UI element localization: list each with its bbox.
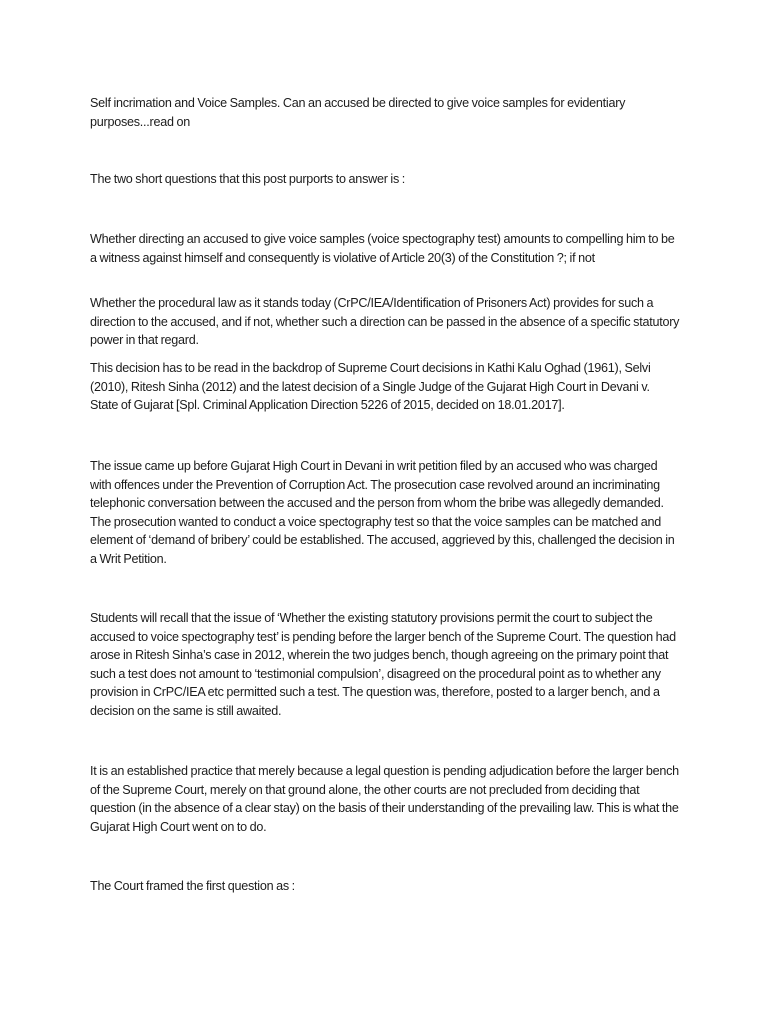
question-two-paragraph: Whether the procedural law as it stands today (CrPC/IEA/Identification of Prisoners Act) provides for such a direction to the accused, and if not, whether such a direction can be passed in the absence of a specific statutory power in that regard. <box>90 296 680 348</box>
practice-paragraph: It is an established practice that merely because a legal question is pending adjudication before the larger bench of the Supreme Court, merely on that ground alone, the other courts are not precluded from deciding that question (in the absence of a clear stay) on the basis of their understanding of the prevailing law. This is what the Gujarat High Court went on to do. <box>90 764 679 834</box>
larger-bench-paragraph: Students will recall that the issue of ‘Whether the existing statutory provisions permit the court to subject the accused to voice spectography test’ is pending before the larger bench of the Supreme Court. The question had arose in Ritesh Sinha’s case in 2012, wherein the two judges bench, though agreeing on the primary point that such a test does not amount to ‘testimonial compulsion’, disagreed on the procedural point as to whether any provision in CrPC/IEA etc permitted such a test. The question was, therefore, posted to a larger bench, and a decision on the same is still awaited. <box>90 611 676 718</box>
title-paragraph: Self incrimation and Voice Samples. Can an accused be directed to give voice samples for evidentiary purposes...read on <box>90 96 626 129</box>
question-one-paragraph: Whether directing an accused to give voice samples (voice spectography test) amounts to compelling him to be a witness against himself and consequently is violative of Article 20(3) of the Constitution ?; if not <box>90 232 675 265</box>
facts-paragraph: The issue came up before Gujarat High Court in Devani in writ petition filed by an accused who was charged with offences under the Prevention of Corruption Act. The prosecution case revolved around an incriminating telephonic conversation between the accused and the person from whom the bribe was allegedly demanded. The prosecution wanted to conduct a voice spectography test so that the voice samples can be matched and element of ‘demand of bribery’ could be established. The accused, aggrieved by this, challenged the decision in a Writ Petition. <box>90 459 675 566</box>
intro-paragraph: The two short questions that this post purports to answer is : <box>90 172 405 186</box>
backdrop-paragraph: This decision has to be read in the backdrop of Supreme Court decisions in Kathi Kalu Oghad (1961), Selvi (2010), Ritesh Sinha (2012) and the latest decision of a Single Judge of the Gujarat High Court in Devani v. State of Gujarat [Spl. Criminal Application Direction 5226 of 2015, decided on 18.01.2017]. <box>90 361 651 413</box>
first-question-paragraph: The Court framed the first question as : <box>90 879 295 893</box>
